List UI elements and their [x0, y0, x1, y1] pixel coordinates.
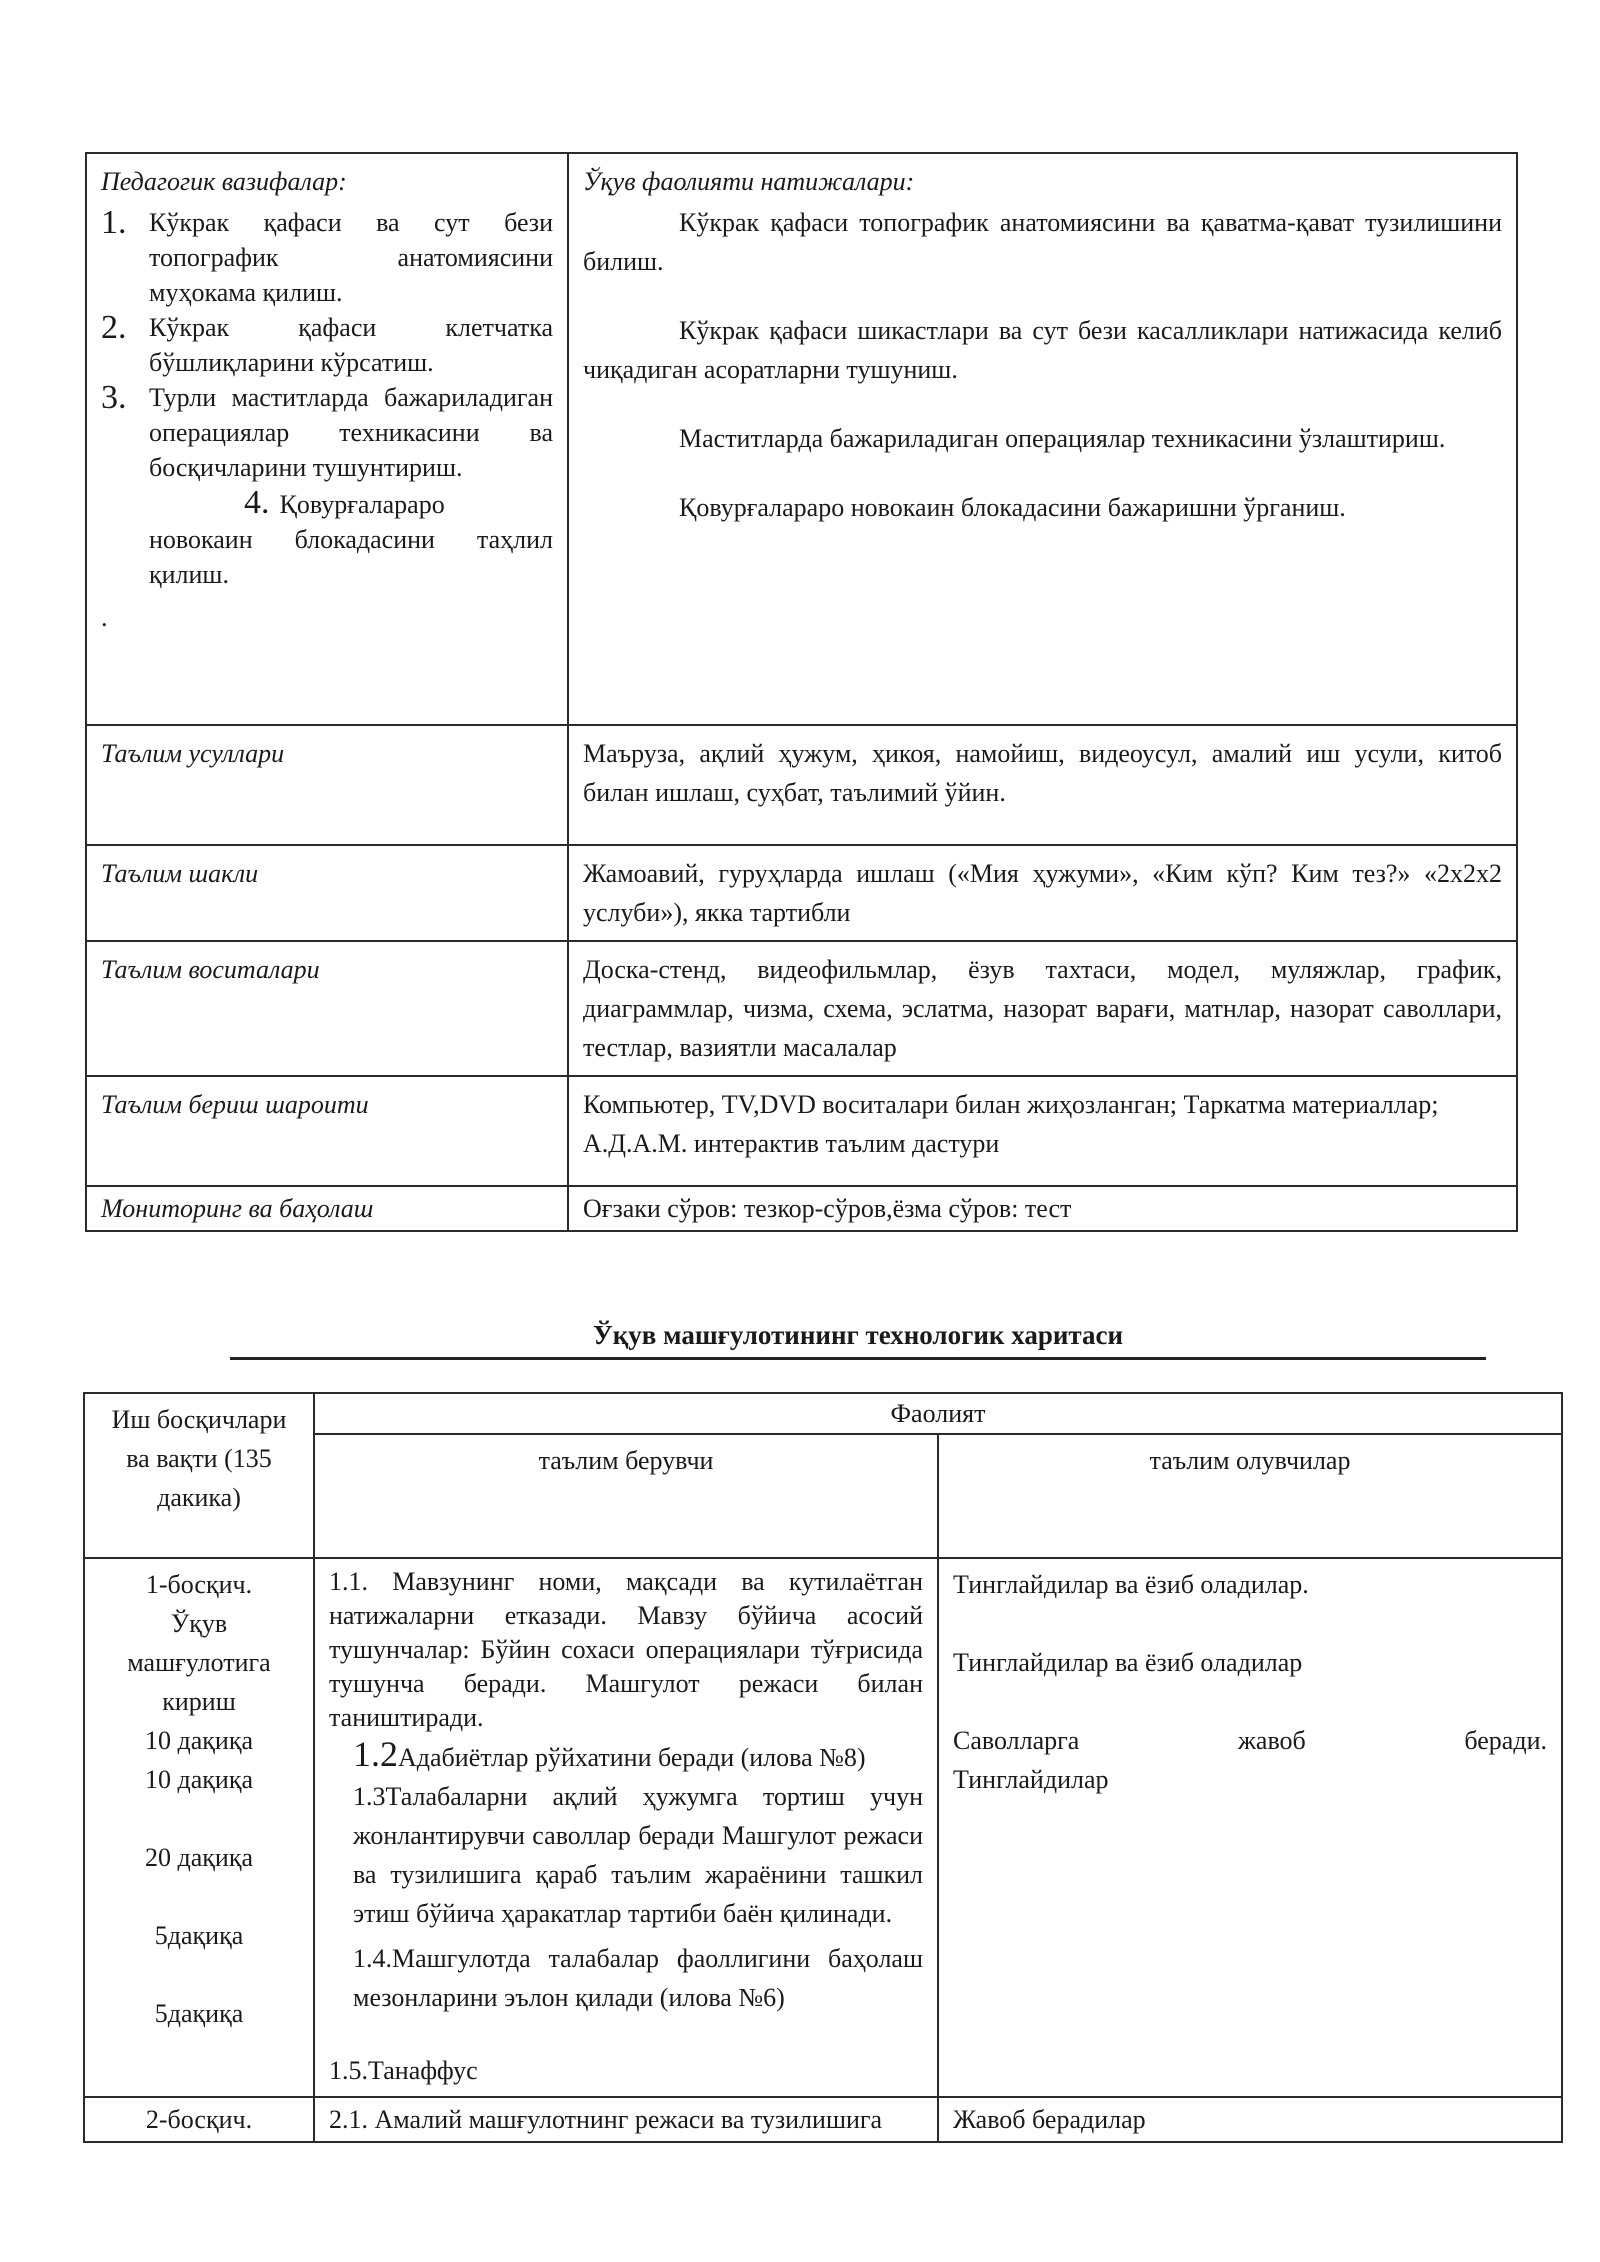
monitoring-label: Мониторинг ва баҳолаш: [86, 1186, 568, 1231]
teacher-header: таълим берувчи: [314, 1434, 938, 1558]
learning-outcomes-cell: [568, 153, 1517, 725]
student-response-3: Саволларга жавоб беради.: [953, 1726, 1547, 1755]
technological-map-title: Ўқув машғулотининг технологик харитаси: [592, 1320, 1124, 1350]
tasks-dot: .: [101, 603, 108, 632]
stage2-students-cell: Жавоб берадилар: [938, 2097, 1562, 2142]
stage1-cell: 1-босқич. Ўқув машғулотига кириш 10 дақиқа 10 дақиқа 20 дақиқа 5дақиқа 5дақиқа: [84, 1558, 314, 2097]
conditions-row: [86, 1076, 1517, 1186]
map-header-row: [84, 1393, 1562, 1434]
outcomes-label: Ўқув фаолияти натижалари:: [583, 167, 915, 196]
tools-value: Доска-стенд, видеофильмлар, ёзув тахтаси, модел, муляжлар, график, диаграммлар, чизма, схема, эслатма, назорат варағи, матнлар, назорат саволлари, тестлар, вазиятли масалалар: [568, 941, 1517, 1076]
stage1-row: [84, 1558, 1562, 2097]
methods-value: Маъруза, ақлий ҳужум, ҳикоя, намойиш, видеоусул, амалий иш усули, китоб билан ишлаш, суҳбат, таълимий ўйин.: [568, 725, 1517, 845]
lesson-info-table: [85, 152, 1518, 1232]
monitoring-value: Оғзаки сўров: тезкор-сўров,ёзма сўров: тест: [568, 1186, 1517, 1231]
stage2-cell: 2-босқич.: [84, 2097, 314, 2142]
title-underline: [230, 1357, 1486, 1360]
outcome-item: Маститларда бажариладиган операциялар техникасини ўзлаштириш.: [679, 424, 1446, 453]
form-row: [86, 845, 1517, 941]
tools-label: Таълим воситалари: [86, 941, 568, 1076]
stage2-teacher-cell: 2.1. Амалий машғулотнинг режаси ва тузилишига: [314, 2097, 938, 2142]
form-label: Таълим шакли: [86, 845, 568, 941]
technological-map-table: [83, 1392, 1563, 2143]
conditions-value: Компьютер, TV,DVD воситалари билан жиҳозланган; Таркатма материаллар; А.Д.А.М. интерактив таълим дастури: [568, 1076, 1517, 1186]
teacher-step-1-5: 1.5.Танаффус: [329, 2056, 478, 2085]
conditions-label: Таълим бериш шароити: [86, 1076, 568, 1186]
task-item: 3. Турли маститларда бажариладиган операциялар техникасини ва босқичларини тушунтириш.: [101, 379, 553, 482]
tasks-list: [101, 205, 553, 592]
outcome-item: Кўкрак қафаси шикастлари ва сут бези касалликлари натижасида келиб чиқадиган асоратларни тушуниш.: [583, 316, 1502, 384]
task-item: 4. Қовурғалараро новокаин блокадасини таҳлил қилиш.: [149, 484, 553, 589]
pedagogical-tasks-cell: [86, 153, 568, 725]
form-value: Жамоавий, гуруҳларда ишлаш («Мия ҳужуми», «Ким кўп? Ким тез?» «2х2х2 услуби»), якка тартибли: [568, 845, 1517, 941]
stage1-students-cell: [938, 1558, 1562, 2097]
outcome-item: Кўкрак қафаси топографик анатомиясини ва қаватма-қават тузилишини билиш.: [583, 208, 1502, 276]
task-item: 2. Кўкрак қафаси клетчатка бўшлиқларини кўрсатиш.: [101, 309, 553, 377]
student-response-2: Тинглайдилар ва ёзиб оладилар: [953, 1648, 1303, 1677]
methods-row: [86, 725, 1517, 845]
monitoring-row: [86, 1186, 1517, 1231]
activity-header: Фаолият: [314, 1393, 1562, 1434]
students-header: таълим олувчилар: [938, 1434, 1562, 1558]
teacher-step-1-3: 1.3Талабаларни ақлий ҳужумга тортиш учун жонлантирувчи саволлар беради Машгулот режаси ва тузилишига қараб таълим жараёнини ташкил этиш бўйича ҳаракатлар тартиби баён қилинади.: [353, 1782, 923, 1928]
teacher-step-1-1: 1.1. Мавзунинг номи, мақсади ва кутилаётган натижаларни етказади. Мавзу бўйича асосий тушунчалар: Бўйин сохаси операциялари тўғрисида тушунча беради. Машгулот режаси билан таништиради.: [329, 1567, 923, 1732]
student-response-4: Тинглайдилар: [953, 1765, 1109, 1794]
teacher-step-1-2: 1.2Адабиётлар рўйхатини беради (илова №8): [353, 1734, 866, 1774]
tools-row: [86, 941, 1517, 1076]
student-response-1: Тинглайдилар ва ёзиб оладилар.: [953, 1570, 1309, 1599]
tasks-outcomes-row: [86, 153, 1517, 725]
teacher-step-1-4: 1.4.Машгулотда талабалар фаоллигини баҳолаш мезонларини эълон қилади (илова №6): [353, 1944, 923, 2012]
methods-label: Таълим усуллари: [86, 725, 568, 845]
tasks-label: Педагогик вазифалар:: [101, 167, 347, 196]
stage2-row: [84, 2097, 1562, 2142]
stage1-teacher-cell: [314, 1558, 938, 2097]
stages-header: Иш босқичлари ва вақти (135 дакика): [84, 1393, 314, 1558]
outcome-item: Қовурғалараро новокаин блокадасини бажаришни ўрганиш.: [679, 493, 1346, 522]
task-item: 1. Кўкрак қафаси ва сут бези топографик анатомиясини муҳокама қилиш.: [101, 204, 553, 307]
